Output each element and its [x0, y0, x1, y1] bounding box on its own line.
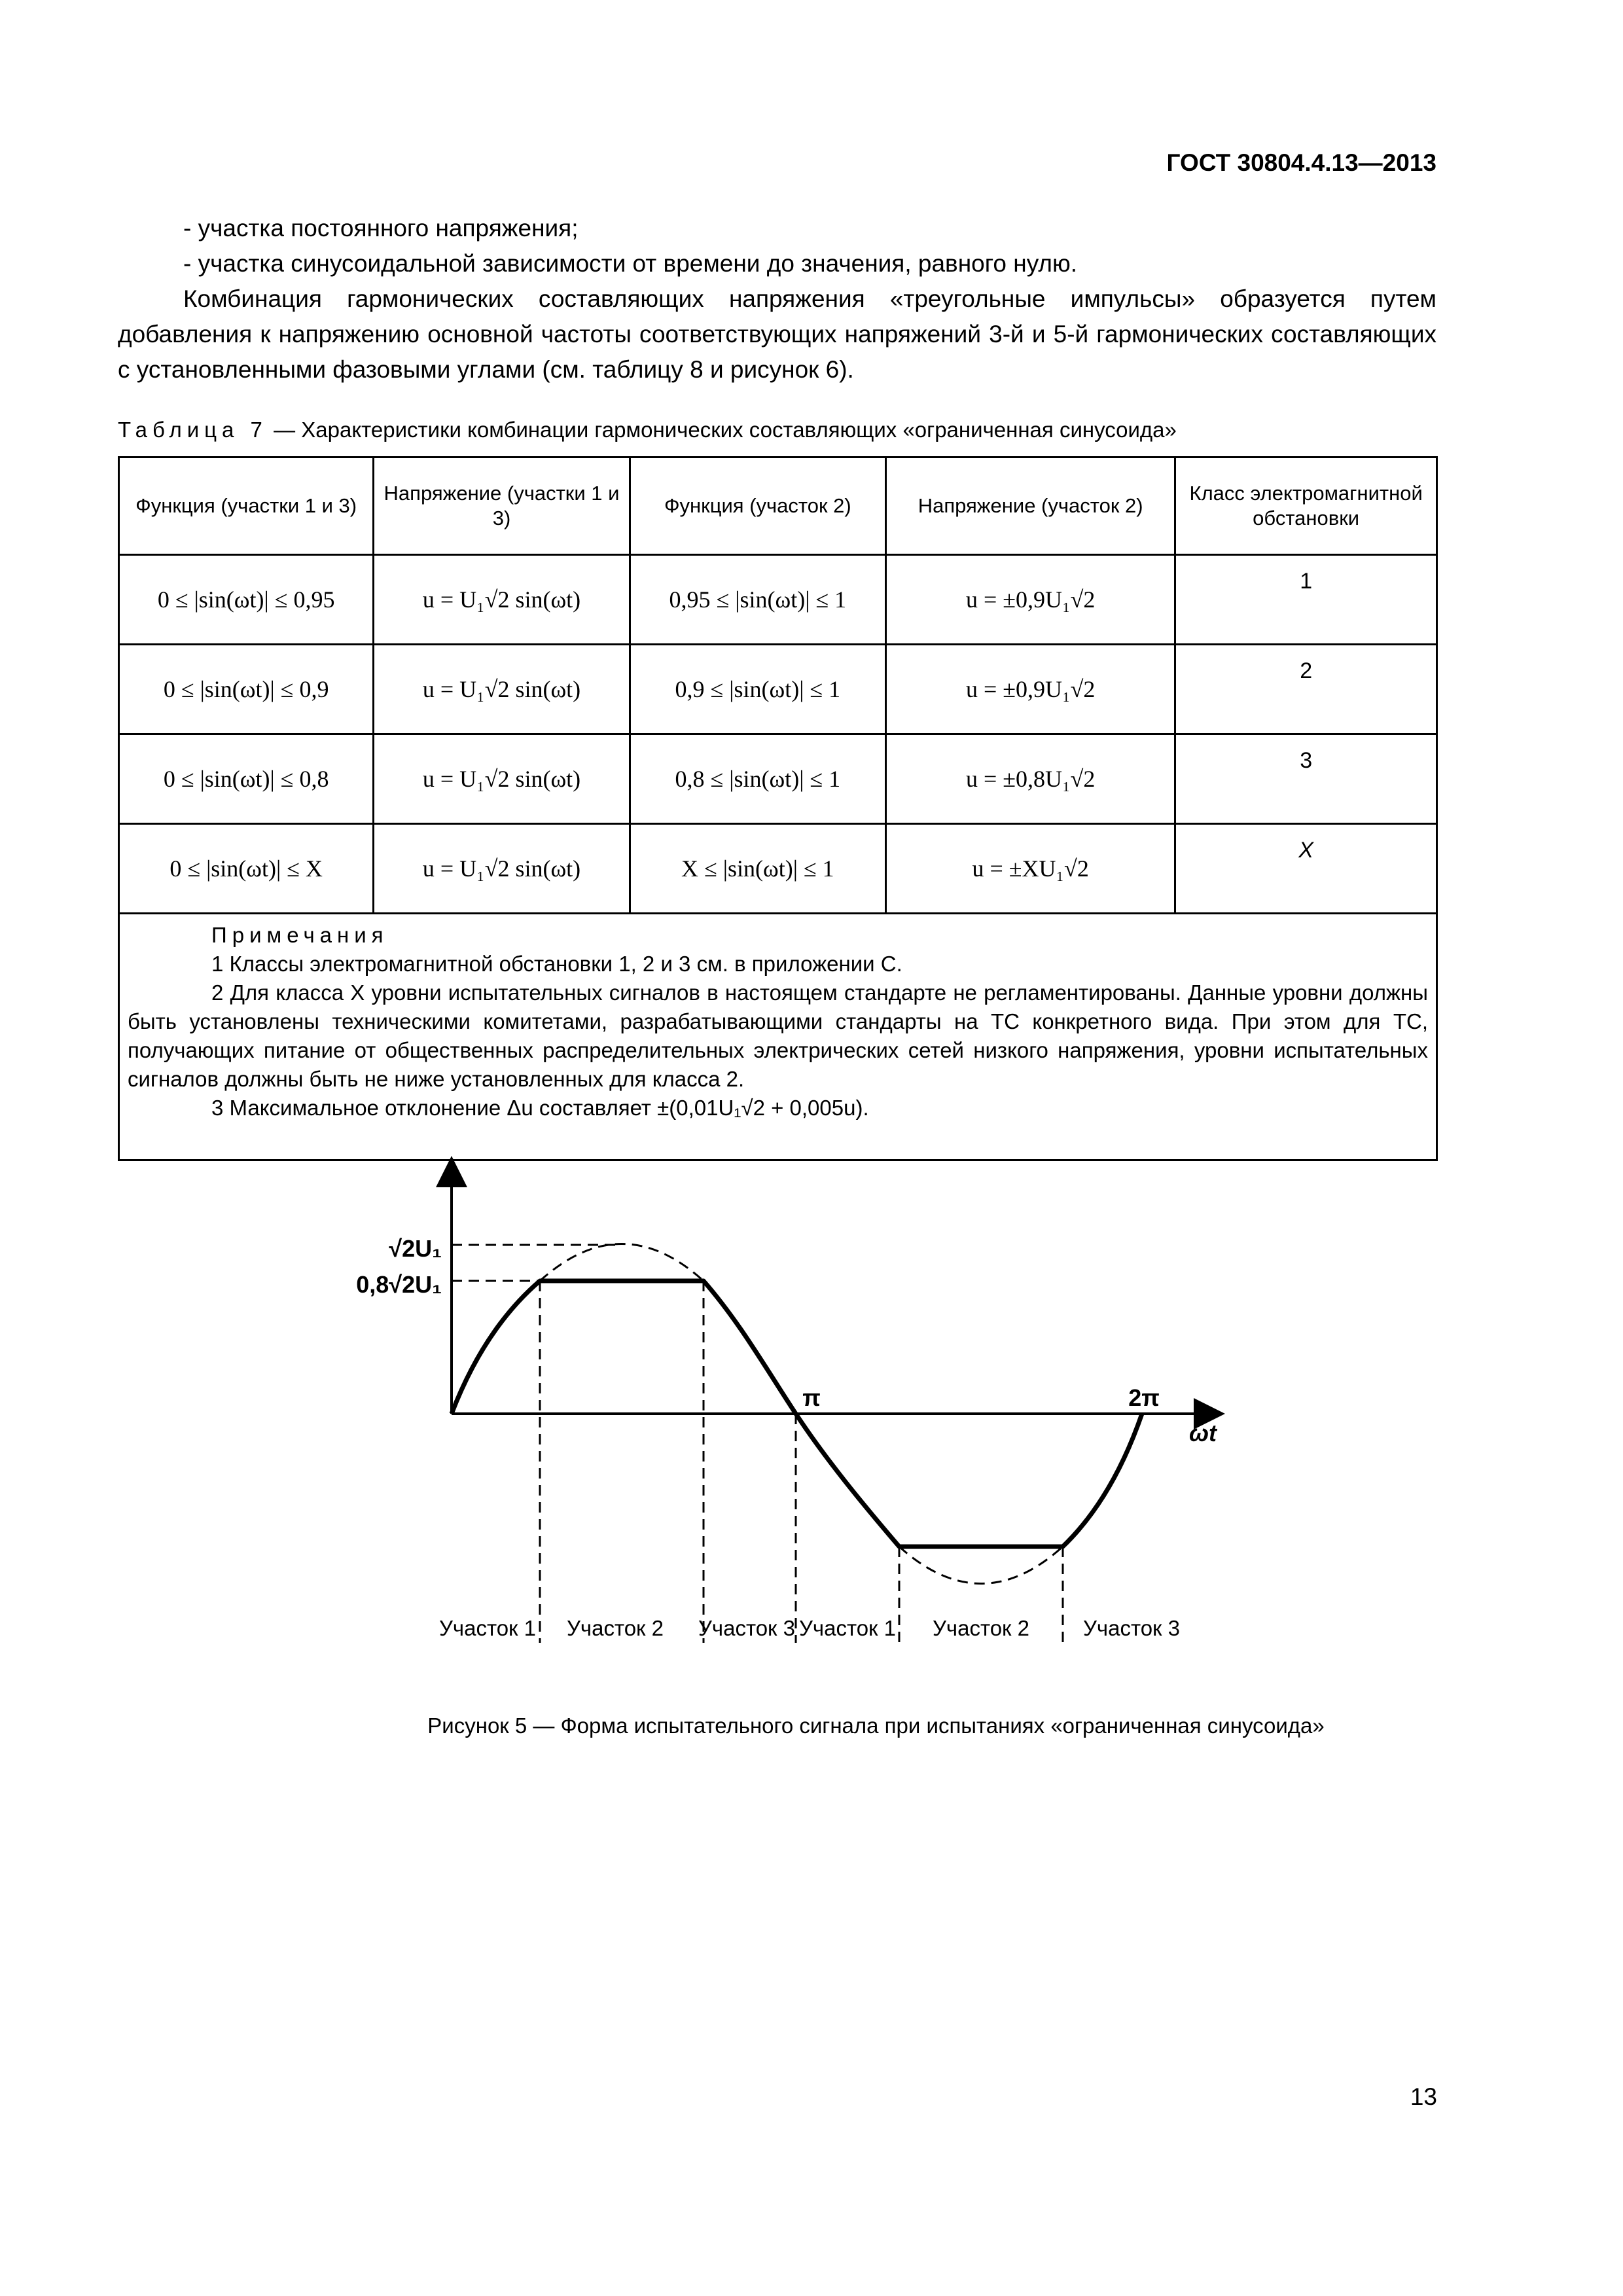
reference-lines: [452, 1244, 1063, 1643]
header-voltage-2: Напряжение (участок 2): [886, 457, 1175, 555]
cell-voltage-2: u = ±XU₁√2: [886, 824, 1175, 914]
segment-label: Участок 3: [1082, 1616, 1181, 1640]
cell-function-2: 0,9 ≤ |sin(ωt)| ≤ 1: [630, 645, 885, 734]
table-caption-text: — Характеристики комбинации гармонических составляющих «ограниченная синусоида»: [267, 418, 1177, 442]
segment-label: Участок 2: [566, 1616, 664, 1640]
cell-voltage-13: u = U₁√2 sin(ωt): [374, 645, 630, 734]
figure-caption: Рисунок 5 — Форма испытательного сигнала при испытаниях «ограниченная синусоида»: [427, 1713, 1325, 1738]
x-label-2pi: 2π: [1128, 1384, 1160, 1411]
cell-function-2: 0,8 ≤ |sin(ωt)| ≤ 1: [630, 734, 885, 824]
unclipped-trough-curve: [899, 1547, 1063, 1584]
cell-voltage-2: u = ±0,8U₁√2: [886, 734, 1175, 824]
notes-title: Примечания: [211, 923, 389, 947]
cell-voltage-13: u = U₁√2 sin(ωt): [374, 824, 630, 914]
header-class: Класс электромагнитной обстановки: [1175, 457, 1437, 555]
intro-bullet-2: - участка синусоидальной зависимости от времени до значения, равного нулю.: [183, 250, 1078, 277]
header-function-2: Функция (участок 2): [630, 457, 885, 555]
table-caption-prefix: Таблица 7: [118, 418, 268, 442]
unclipped-peak-curve: [540, 1244, 704, 1282]
cell-voltage-2: u = ±0,9U₁√2: [886, 645, 1175, 734]
standard-header: ГОСТ 30804.4.13—2013: [1166, 149, 1436, 176]
cell-function-13: 0 ≤ |sin(ωt)| ≤ 0,8: [119, 734, 374, 824]
cell-class: 1: [1175, 555, 1437, 645]
cell-function-13: 0 ≤ |sin(ωt)| ≤ 0,95: [119, 555, 374, 645]
note-2: 2 Для класса X уровни испытательных сигналов в настоящем стандарте не регламентированы. Данные уровни должны быть установлены техническими комитетами, разрабатывающими стандарты на ТС конкретного вида. При этом для ТС, получающих питание от общественных распределительных электрических сетей низкого напряжения, уровни испытательных сигналов должны быть не ниже установленных для класса 2.: [128, 980, 1428, 1091]
cell-function-13: 0 ≤ |sin(ωt)| ≤ X: [119, 824, 374, 914]
cell-function-2: 0,95 ≤ |sin(ωt)| ≤ 1: [630, 555, 885, 645]
cell-function-2: X ≤ |sin(ωt)| ≤ 1: [630, 824, 885, 914]
cell-class: 2: [1175, 645, 1437, 734]
cell-class: X: [1175, 824, 1437, 914]
segment-label: Участок 1: [438, 1616, 537, 1640]
note-1: 1 Классы электромагнитной обстановки 1, 2 и 3 см. в приложении С.: [211, 952, 902, 976]
segment-label: Участок 2: [932, 1616, 1030, 1640]
x-axis-label: ωt: [1188, 1420, 1217, 1446]
intro-bullet-1: - участка постоянного напряжения;: [183, 215, 579, 242]
page-number: 13: [1410, 2083, 1437, 2110]
note-3: 3 Максимальное отклонение Δu составляет ±(0,01U₁√2 + 0,005u).: [211, 1096, 869, 1120]
header-function-13: Функция (участки 1 и 3): [119, 457, 374, 555]
cell-voltage-2: u = ±0,9U₁√2: [886, 555, 1175, 645]
segment-label: Участок 1: [798, 1616, 897, 1640]
header-voltage-13: Напряжение (участки 1 и 3): [374, 457, 630, 555]
cell-voltage-13: u = U₁√2 sin(ωt): [374, 734, 630, 824]
segment-label: Участок 3: [698, 1616, 796, 1640]
x-label-pi: π: [802, 1384, 821, 1411]
y-label-peak: √2U₁: [389, 1235, 442, 1262]
cell-class: 3: [1175, 734, 1437, 824]
cell-voltage-13: u = U₁√2 sin(ωt): [374, 555, 630, 645]
cell-function-13: 0 ≤ |sin(ωt)| ≤ 0,9: [119, 645, 374, 734]
y-label-clip: 0,8√2U₁: [356, 1271, 442, 1298]
intro-paragraph: Комбинация гармонических составляющих напряжения «треугольные импульсы» образуется путем добавления к напряжению основной частоты соответствующих напряжений 3-й и 5-й гармонических составляющих с установленными фазовыми углами (см. таблицу 8 и рисунок 6).: [118, 285, 1436, 383]
